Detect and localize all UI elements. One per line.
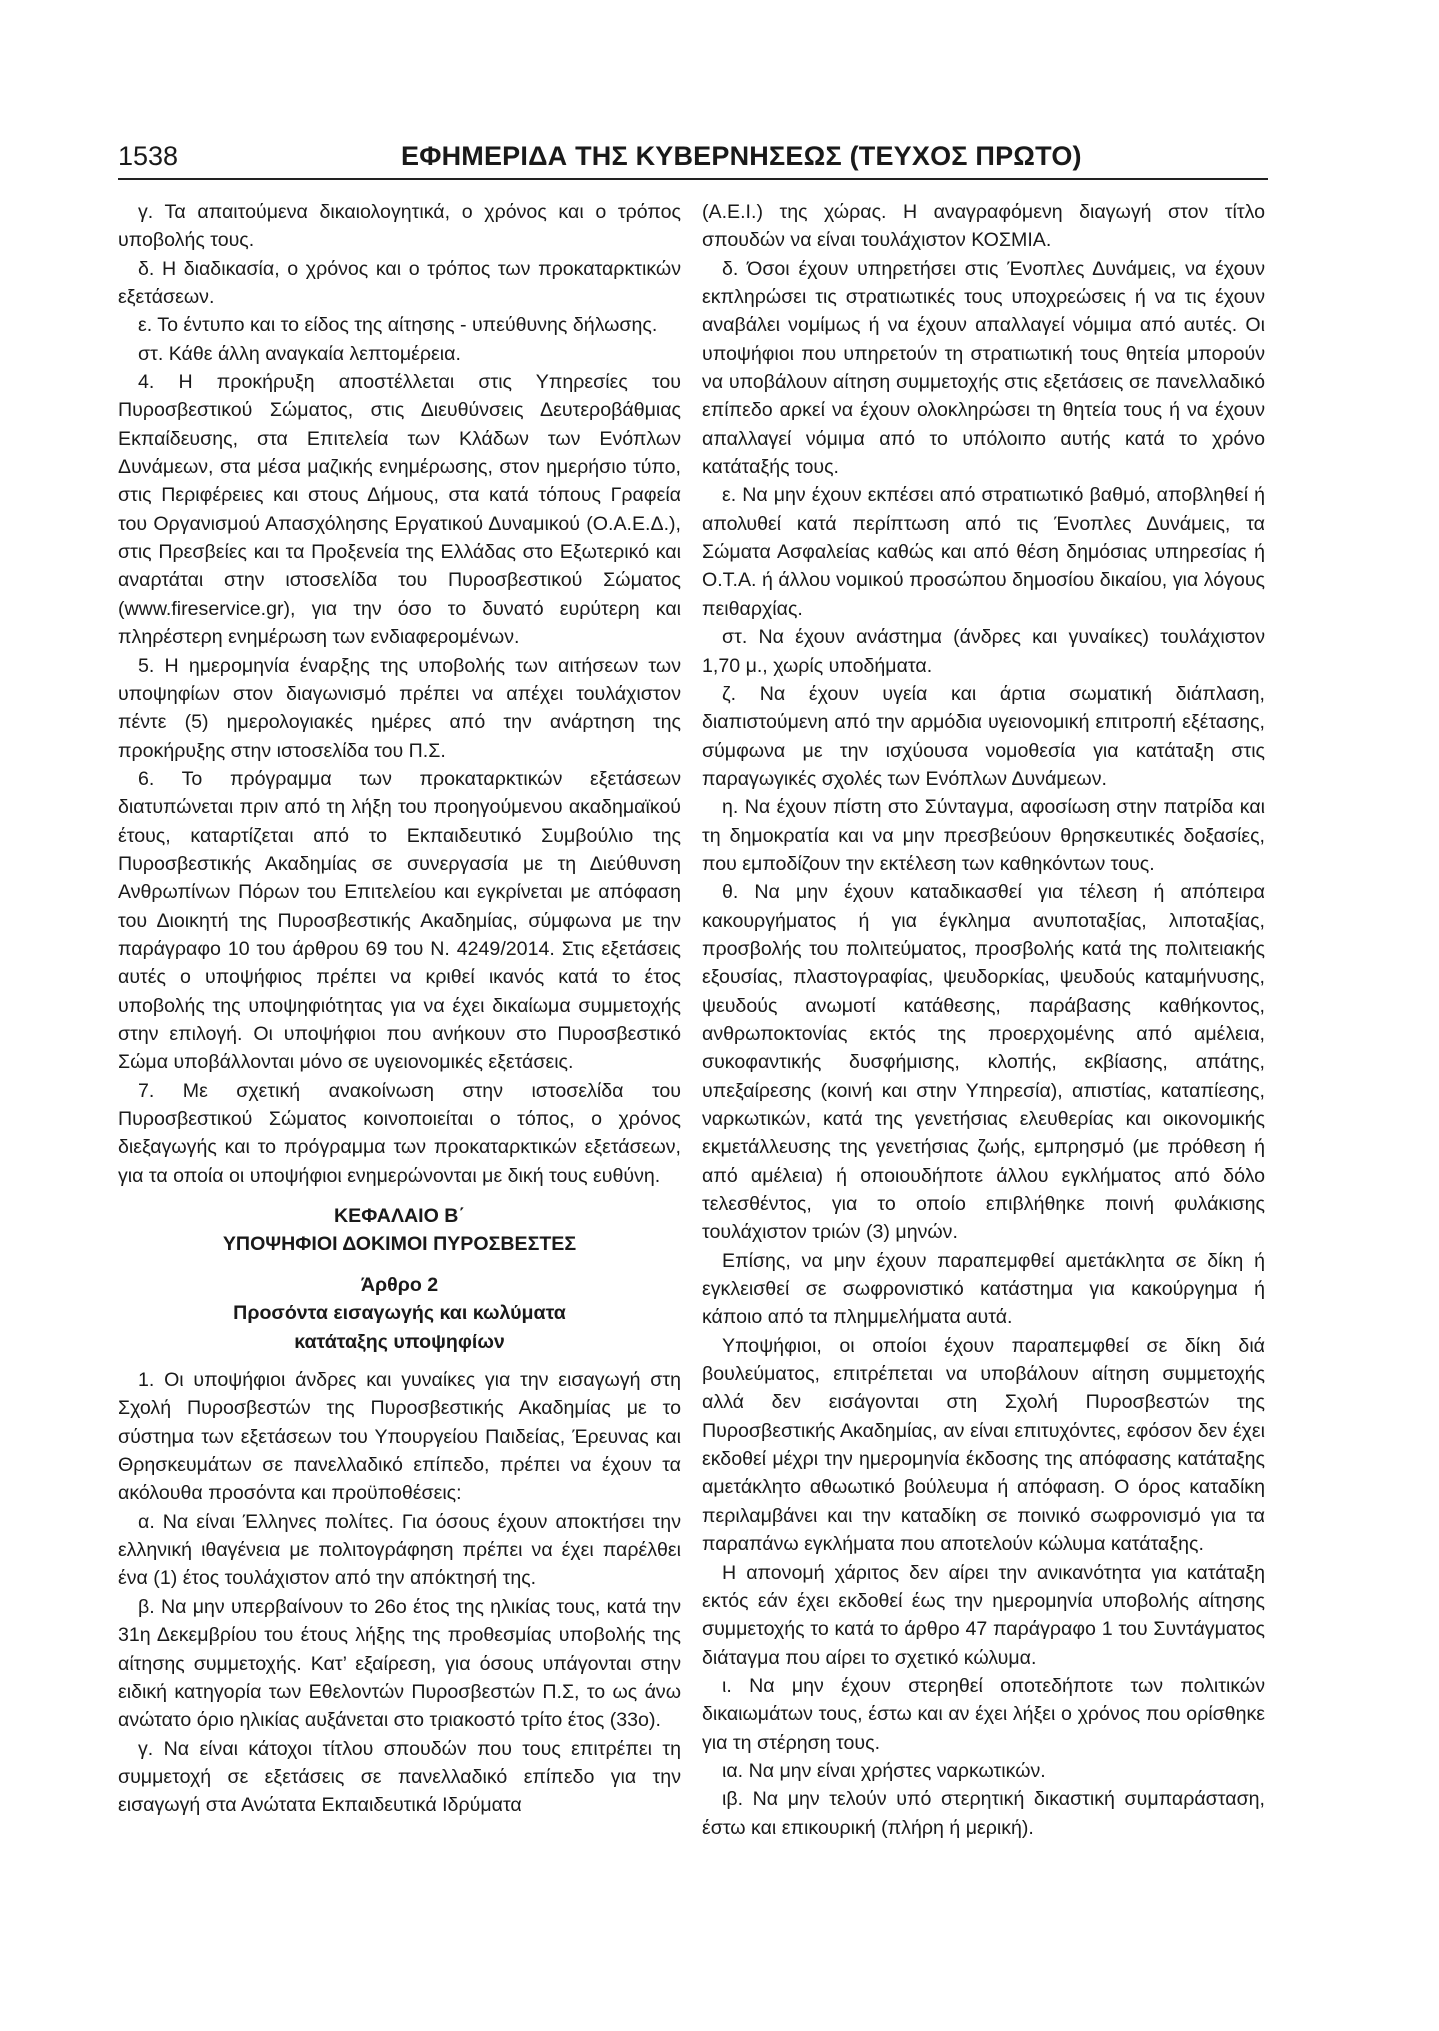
paragraph: Η απονομή χάριτος δεν αίρει την ανικανότητα για κατάταξη εκτός εάν έχει εκδοθεί έως την ημερομηνία υποβολής αίτησης συμμετοχής το κατά το άρθρο 47 παράγραφο 1 του Συντάγματος διάταγμα που αίρει το σχετικό κώλυμα. <box>702 1561 1265 1669</box>
paragraph: θ. Να μην έχουν καταδικασθεί για τέλεση ή απόπειρα κακουργήματος ή για έγκλημα ανυποταξίας, λιποταξίας, προσβολής του πολιτεύματος, προσβολής κατά της πολιτειακής εξουσίας, πλαστογραφίας, ψευδορκίας, ψευδούς καταμήνυσης, ψευδούς ανωμοτί κατάθεσης, παράβασης καθήκοντος, ανθρωποκτονίας εκτός της προερχομένης από αμέλεια, συκοφαντικής δυσφήμισης, κλοπής, εκβίασης, απάτης, υπεξαίρεσης (κοινή και στην Υπηρεσία), απιστίας, καταπίεσης, ναρκωτικών, κατά της γενετήσιας ελευθερίας και οικονομικής εκμετάλλευσης της γενετήσιας ζωής, εμπρησμό (με πρόθεση ή από αμέλεια) ή οποιουδήποτε άλλου εγκλήματος από δόλο τελεσθέντος, για το οποίο επιβλήθηκε ποινή φυλάκισης τουλάχιστον τριών (3) μηνών. <box>702 881 1265 1244</box>
paragraph: α. Να είναι Έλληνες πολίτες. Για όσους έχουν αποκτήσει την ελληνική ιθαγένεια με πολιτογράφηση πρέπει να έχει παρέλθει ένα (1) έτος τουλάχιστον από την απόκτησή της. <box>118 1510 681 1590</box>
paragraph: δ. Η διαδικασία, ο χρόνος και ο τρόπος των προκαταρκτικών εξετάσεων. <box>118 257 681 309</box>
paragraph: στ. Να έχουν ανάστημα (άνδρες και γυναίκες) τουλάχιστον 1,70 μ., χωρίς υποδήματα. <box>702 626 1265 677</box>
paragraph: δ. Όσοι έχουν υπηρετήσει στις Ένοπλες Δυνάμεις, να έχουν εκπληρώσει τις στρατιωτικές τους υποχρεώσεις ή να τις έχουν αναβάλει νομίμως ή να έχουν απαλλαγεί νόμιμα από αυτές. Οι υποψήφιοι που υπηρετούν τη στρατιωτική τους θητεία μπορούν να υποβάλουν αίτηση συμμετοχής στις εξετάσεις σε πανελλαδικό επίπεδο αρκεί να έχουν ολοκληρώσει τη θητεία τους ή να έχουν απαλλαγεί νόμιμα από το υπόλοιπο αυτής κατά το χρόνο κατάταξής τους. <box>702 257 1265 479</box>
paragraph: γ. Τα απαιτούμενα δικαιολογητικά, ο χρόνος και ο τρόπος υποβολής τους. <box>118 201 681 252</box>
paragraph: (Α.Ε.Ι.) της χώρας. Η αναγραφόμενη διαγωγή στον τίτλο σπουδών να είναι τουλάχιστον ΚΟΣΜΙΑ. <box>702 201 1265 252</box>
paragraph: ζ. Να έχουν υγεία και άρτια σωματική διάπλαση, διαπιστούμενη από την αρμόδια υγειονομική επιτροπή εξέτασης, σύμφωνα με την ισχύουσα νομοθεσία για κατάταξη στις παραγωγικές σχολές των Ενόπλων Δυνάμεων. <box>702 682 1265 790</box>
left-column <box>118 198 681 1820</box>
paragraph: 5. Η ημερομηνία έναρξης της υποβολής των αιτήσεων των υποψηφίων στον διαγωνισμό πρέπει να απέχει τουλάχιστον πέντε (5) ημερολογιακές ημέρες από την ανάρτηση της προκήρυξης στην ιστοσελίδα του Π.Σ. <box>118 654 681 762</box>
journal-title: ΕΦΗΜΕΡΙΔΑ ΤΗΣ ΚΥΒΕΡΝΗΣΕΩΣ (ΤΕΥΧΟΣ ΠΡΩΤΟ) <box>401 141 1082 171</box>
paragraph: 7. Με σχετική ανακοίνωση στην ιστοσελίδα του Πυροσβεστικού Σώματος κοινοποιείται ο τόπος, ο χρόνος διεξαγωγής και το πρόγραμμα των προκαταρκτικών εξετάσεων, για τα οποία οι υποψήφιοι ενημερώνονται με δική τους ευθύνη. <box>118 1079 681 1187</box>
paragraph: ι. Να μην έχουν στερηθεί οποτεδήποτε των πολιτικών δικαιωμάτων τους, έστω και αν έχει λήξει ο χρόνος που ορίσθηκε για τη στέρηση τους. <box>702 1674 1265 1754</box>
header-rule <box>118 178 1268 180</box>
paragraph: 4. Η προκήρυξη αποστέλλεται στις Υπηρεσίες του Πυροσβεστικού Σώματος, στις Διευθύνσεις Δευτεροβάθμιας Εκπαίδευσης, στα Επιτελεία των Κλάδων των Ενόπλων Δυνάμεων, στα μέσα μαζικής ενημέρωσης, στον ημερήσιο τύπο, στις Περιφέρειες και στους Δήμους, στα κατά τόπους Γραφεία του Οργανισμού Απασχόλησης Εργατικού Δυναμικού (Ο.Α.Ε.Δ.), στις Πρεσβείες και τα Προξενεία της Ελλάδας στο Εξωτερικό και αναρτάται στην ιστοσελίδα του Πυροσβεστικού Σώματος (www.fireservice.gr), για την όσο το δυνατό ευρύτερη και πληρέστερη ενημέρωση των ενδιαφερομένων. <box>118 371 681 649</box>
paragraph: ε. Να μην έχουν εκπέσει από στρατιωτικό βαθμό, αποβληθεί ή απολυθεί κατά περίπτωση από τις Ένοπλες Δυνάμεις, τα Σώματα Ασφαλείας καθώς και από θέση δημόσιας υπηρεσίας ή Ο.Τ.Α. ή άλλου νομικού προσώπου δημοσίου δικαίου, για λόγους πειθαρχίας. <box>702 484 1265 620</box>
paragraph: ια. Να μην είναι χρήστες ναρκωτικών. <box>722 1759 1046 1782</box>
paragraph: ε. Το έντυπο και το είδος της αίτησης - υπεύθυνης δήλωσης. <box>138 314 658 337</box>
chapter-title: ΥΠΟΨΗΦΙΟΙ ΔΟΚΙΜΟΙ ΠΥΡΟΣΒΕΣΤΕΣ <box>222 1233 577 1256</box>
paragraph: β. Να μην υπερβαίνουν το 26ο έτος της ηλικίας τους, κατά την 31η Δεκεμβρίου του έτους λήξης της προθεσμίας υποβολής της αίτησης συμμετοχής. Κατ’ εξαίρεση, για όσους υπάγονται στην ειδική κατηγορία των Εθελοντών Πυροσβεστών Π.Σ, το ως άνω ανώτατο όριο ηλικίας αυξάνεται στο τριακοστό τρίτο έτος (33ο). <box>118 1595 681 1732</box>
paragraph: στ. Κάθε άλλη αναγκαία λεπτομέρεια. <box>138 342 461 365</box>
paragraph: Επίσης, να μην έχουν παραπεμφθεί αμετάκλητα σε δίκη ή εγκλεισθεί σε σωφρονιστικό κατάστημα για κακούργημα ή κάποιο από τα πλημμελήματα αυτά. <box>702 1249 1265 1329</box>
article-heading: Άρθρο 2 <box>360 1273 439 1296</box>
chapter-heading: ΚΕΦΑΛΑΙΟ Β΄ <box>334 1205 465 1228</box>
article-title-line-1: Προσόντα εισαγωγής και κωλύματα <box>233 1302 566 1325</box>
paragraph: 6. Το πρόγραμμα των προκαταρκτικών εξετάσεων διατυπώνεται πριν από τη λήξη του προηγούμενου ακαδημαϊκού έτους, καταρτίζεται από το Εκπαιδευτικό Συμβούλιο της Πυροσβεστικής Ακαδημίας σε συνεργασία με τη Διεύθυνση Ανθρωπίνων Πόρων του Επιτελείου και εγκρίνεται με απόφαση του Διοικητή της Πυροσβεστικής Ακαδημίας, σύμφωνα με την παράγραφο 10 του άρθρου 69 του Ν. 4249/2014. Στις εξετάσεις αυτές ο υποψήφιος πρέπει να κριθεί ικανός κατά το έτος υποβολής της υποψηφιότητας για να έχει δικαίωμα συμμετοχής στην επιλογή. Οι υποψήφιοι που ανήκουν στο Πυροσβεστικό Σώμα υποβάλλονται μόνο σε υγειονομικές εξετάσεις. <box>118 767 681 1074</box>
page-number: 1538 <box>118 141 179 171</box>
right-column <box>702 198 1265 1842</box>
paragraph: ιβ. Να μην τελούν υπό στερητική δικαστική συμπαράσταση, έστω και επικουρική (πλήρη ή μερική). <box>702 1788 1265 1839</box>
article-title-line-2: κατάταξης υποψηφίων <box>294 1330 505 1353</box>
paragraph: γ. Να είναι κάτοχοι τίτλου σπουδών που τους επιτρέπει τη συμμετοχή σε εξετάσεις σε πανελλαδικό επίπεδο για την εισαγωγή στα Ανώτατα Εκπαιδευτικά Ιδρύματα <box>118 1737 681 1817</box>
paragraph: 1. Οι υποψήφιοι άνδρες και γυναίκες για την εισαγωγή στη Σχολή Πυροσβεστών της Πυροσβεστικής Ακαδημίας με το σύστημα των εξετάσεων του Υπουργείου Παιδείας, Έρευνας και Θρησκευμάτων σε πανελλαδικό επίπεδο, πρέπει να έχουν τα ακόλουθα προσόντα και προϋποθέσεις: <box>118 1369 681 1505</box>
paragraph: η. Να έχουν πίστη στο Σύνταγμα, αφοσίωση στην πατρίδα και τη δημοκρατία και να μην πρεσβεύουν θρησκευτικές δοξασίες, που εμποδίζουν την εκτέλεση των καθηκόντων τους. <box>702 796 1265 875</box>
paragraph: Υποψήφιοι, οι οποίοι έχουν παραπεμφθεί σε δίκη διά βουλεύματος, επιτρέπεται να υποβάλουν αίτηση συμμετοχής αλλά δεν εισάγονται στη Σχολή Πυροσβεστών της Πυροσβεστικής Ακαδημίας, αν είναι επιτυχόντες, εφόσον δεν έχει εκδοθεί μέχρι την ημερομηνία έκδοσης της απόφασης κατάταξης αμετάκλητο αθωωτικό βούλευμα ή απόφαση. Ο όρος καταδίκη περιλαμβάνει και την καταδίκη σε ποινικό σωφρονισμό για τα παραπάνω εγκλήματα που αποτελούν κώλυμα κατάταξης. <box>702 1334 1265 1556</box>
page-header <box>118 136 1268 176</box>
